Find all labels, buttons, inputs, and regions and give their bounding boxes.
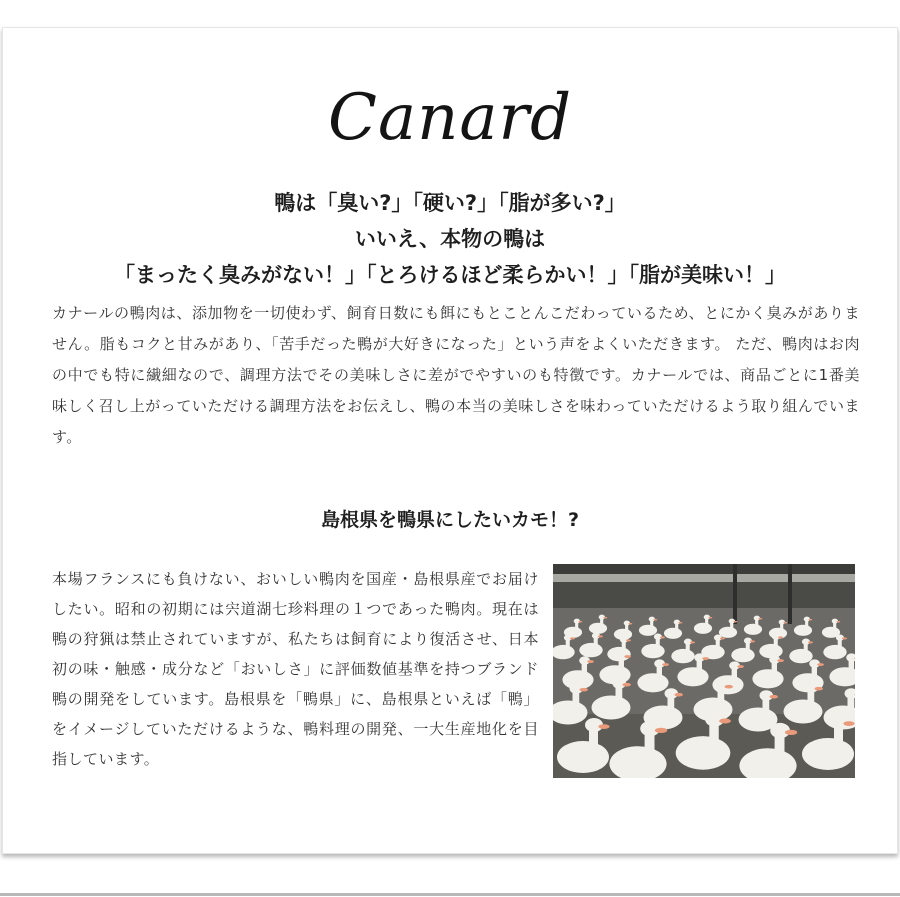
duck-body	[641, 644, 664, 658]
duck-beak	[598, 724, 609, 729]
duck-beak	[783, 622, 787, 624]
duck-body	[639, 625, 657, 636]
duck-body	[784, 700, 823, 724]
duck-beak	[628, 623, 632, 625]
duck-beak	[690, 641, 695, 643]
duck-beak	[758, 618, 762, 620]
duck-beak	[785, 730, 797, 735]
duck-beak	[655, 728, 667, 733]
duck-beak	[660, 636, 665, 638]
duck-body	[752, 669, 783, 688]
duck-beak	[580, 688, 588, 692]
duck-beak	[842, 637, 847, 639]
duck-body	[719, 627, 737, 638]
duck-beak	[623, 683, 631, 687]
duck-beak	[719, 718, 731, 723]
duck-beak	[770, 695, 778, 699]
headline-line-1: 鴨は「臭い?」「硬い?」「脂が多い?」	[274, 191, 626, 215]
section-body: 本場フランスにも負けない、おいしい鴨肉を国産・島根県産でお届けしたい。昭和の初期には宍道湖七珍料理の１つであった鴨肉。現在は鴨の狩猟は禁止されていますが、私たちは飼育により復活させ、日本初の味・触感・成分など「おいしさ」に評価数値基準を持つブランド鴨の開発をしています。島根県を「鴨県」に、島根県といえば「鴨」をイメージしていただけるような、鴨料理の開発、一大生産地化を目指しています。	[52, 570, 539, 768]
duck-body	[671, 649, 694, 663]
duck-body	[823, 645, 846, 659]
duck-body	[592, 696, 631, 720]
duck-beak	[626, 639, 631, 641]
duck-body	[664, 628, 682, 639]
duck-beak	[817, 663, 824, 666]
duck-body	[637, 673, 668, 692]
duck-beak	[708, 617, 712, 619]
duck-body	[789, 649, 812, 663]
duck-beak	[587, 660, 594, 663]
duck-body	[677, 667, 708, 686]
duck-illustration	[553, 564, 855, 778]
intro-paragraph: カナールの鴨肉は、添加物を一切使わず、飼育日数にも餌にもとことんこだわっているため、とにかく臭みがありません。脂もコクと甘みがあり、「苦手だった鴨が大好きになった」という声をよくいただきます。 ただ、鴨肉はお肉の中でも特に繊細なので、調理方法でその美味しさに差がでやすいのも特徴です。カナールでは、商品ごとに1番美味しく召し上がっていただける調理方法をお伝えし、鴨の本当の美味しさを味わっていただけるよう取り組んでいます。	[52, 304, 860, 446]
content-card	[2, 27, 898, 854]
duck-beak	[662, 663, 669, 666]
duck-body	[579, 643, 602, 657]
duck-body	[589, 623, 607, 634]
duck-beak	[808, 619, 812, 621]
duck-body	[694, 623, 712, 634]
duck-body	[794, 625, 812, 636]
duck-body	[744, 624, 762, 635]
duck-body	[802, 738, 854, 770]
duck-beak	[624, 655, 631, 658]
headline-line-3: 「まったく臭みがない！」「とろけるほど柔らかい！」「脂が美味い！」	[114, 263, 786, 287]
section-title: 島根県を鴨県にしたいカモ！?	[320, 509, 580, 531]
duck-beak	[570, 637, 575, 639]
duck-body	[731, 648, 754, 662]
duck-beak	[720, 637, 725, 639]
headline-line-2: いいえ、本物の鴨は	[354, 227, 546, 251]
brand-title: Canard	[327, 81, 573, 155]
duck-beak	[678, 622, 682, 624]
duck-beak	[603, 617, 607, 619]
duck-beak	[733, 621, 737, 623]
duck-body	[557, 741, 609, 773]
duck-body	[676, 736, 731, 770]
duck-beak	[778, 636, 783, 638]
duck-beak	[675, 693, 683, 697]
white-ducks-photo	[553, 564, 855, 778]
duck-beak	[702, 657, 709, 660]
duck-beak	[737, 665, 744, 668]
duck-beak	[777, 659, 784, 662]
duck-beak	[750, 640, 755, 642]
headline	[3, 185, 897, 293]
bottom-divider	[0, 893, 900, 896]
duck-beak	[836, 621, 840, 623]
duck-beak	[598, 635, 603, 637]
duck-body	[759, 644, 782, 658]
duck-beak	[578, 621, 582, 623]
duck-beak	[815, 687, 823, 691]
duck-beak	[843, 721, 854, 726]
duck-beak	[725, 685, 733, 689]
duck-beak	[653, 619, 657, 621]
duck-beak	[808, 641, 813, 643]
